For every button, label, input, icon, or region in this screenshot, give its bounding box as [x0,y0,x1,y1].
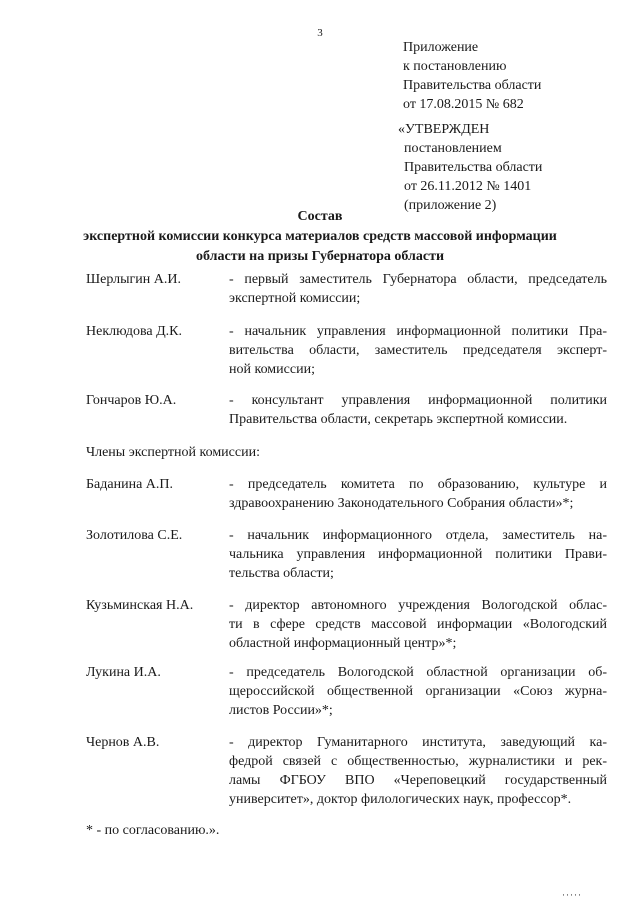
appendix-line: от 17.08.2015 № 682 [403,97,524,112]
person-name: Кузьминская Н.А. [86,598,194,613]
description-line: здравоохранению Законодательного Собрания области»*; [229,496,574,511]
description-line: - первый заместитель Губернатора области, председатель [229,272,607,287]
description-line: ламы ФГБОУ ВПО «Череповецкий государственный [229,773,607,788]
description-line: - директор автономного учреждения Вологодской облас- [229,598,607,613]
person-name: Лукина И.А. [86,665,161,680]
approval-line: Правительства области [404,160,543,175]
description-line: - начальник управления информационной политики Пра- [229,324,607,339]
description-line: областной информационный центр»*; [229,636,457,651]
appendix-line: к постановлению [403,59,507,74]
person-description [229,526,607,583]
appendix-line: Правительства области [403,78,542,93]
person-description [229,322,607,379]
description-line: ти в сфере средств массовой информации «Вологодский [229,617,607,632]
description-line: - консультант управления информационной политики [229,393,607,408]
description-line: ной комиссии; [229,362,315,377]
description-line: - директор Гуманитарного института, заведующий ка- [229,735,607,750]
members-heading: Члены экспертной комиссии: [86,445,260,460]
document-title [60,207,580,267]
title-line: Состав [297,209,343,224]
description-line: университет», доктор филологических наук, профессор*. [229,792,572,807]
title-line: экспертной комиссии конкурса материалов средств массовой информации [83,229,557,244]
footnote: * - по согласованию.». [86,823,220,838]
title-line: области на призы Губернатора области [195,249,445,264]
description-line: экспертной комиссии; [229,291,361,306]
corner-mark: ····· [562,890,582,900]
person-description [229,663,607,720]
approval-line: «УТВЕРЖДЕН [398,122,490,137]
person-description [229,391,607,429]
person-description [229,475,607,513]
description-line: Правительства области, секретарь экспертной комиссии. [229,412,568,427]
description-line: - председатель Вологодской областной организации об- [229,665,607,680]
description-line: щероссийской общественной организации «Союз журна- [229,684,607,699]
person-description [229,596,607,653]
page-number: 3 [317,27,323,39]
description-line: тельства области; [229,566,334,581]
description-line: - начальник информационного отдела, заместитель на- [229,528,607,543]
approval-line: от 26.11.2012 № 1401 [404,179,532,194]
description-line: - председатель комитета по образованию, культуре и [229,477,607,492]
approval-line: (приложение 2) [404,198,497,213]
approval-line: постановлением [404,141,502,156]
description-line: чальника управления информационной политики Прави- [229,547,607,562]
description-line: листов России»*; [229,703,333,718]
appendix-block [403,38,541,114]
person-name: Гончаров Ю.А. [86,393,177,408]
description-line: федрой связей с общественностью, журналистики и рек- [229,754,607,769]
person-description [229,270,607,308]
person-name: Золотилова С.Е. [86,528,183,543]
appendix-line: Приложение [403,40,479,55]
person-name: Шерлыгин А.И. [86,272,181,287]
person-name: Баданина А.П. [86,477,174,492]
person-name: Чернов А.В. [86,735,160,750]
approval-block [398,120,542,215]
person-description [229,733,607,809]
description-line: вительства области, заместитель председателя эксперт- [229,343,607,358]
person-name: Неклюдова Д.К. [86,324,183,339]
